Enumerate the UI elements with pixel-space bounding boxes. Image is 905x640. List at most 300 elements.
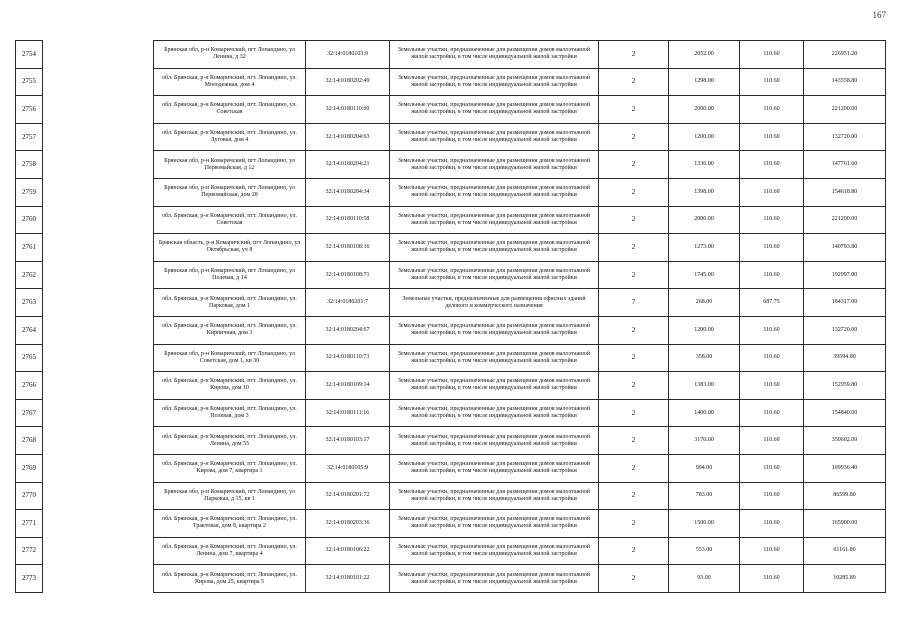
cadastral-number: 32:14:0180201:7 xyxy=(326,299,368,306)
cadastral-number: 32:14:0180111:16 xyxy=(325,409,370,416)
row-number: 2762 xyxy=(22,270,36,279)
table-body xyxy=(15,40,892,593)
group-code-cell xyxy=(598,371,669,400)
row-number: 2764 xyxy=(22,325,36,334)
row-number-cell xyxy=(15,288,43,317)
group-code: 2 xyxy=(631,160,636,169)
spacer-column xyxy=(43,399,153,428)
group-code: 2 xyxy=(631,325,636,334)
row-number: 2761 xyxy=(22,242,36,251)
group-code-cell xyxy=(598,482,669,511)
cadastral-value-cell xyxy=(803,288,886,317)
table-row xyxy=(15,150,892,179)
spacer-column xyxy=(43,316,153,345)
area-cell xyxy=(668,288,740,317)
row-number: 2768 xyxy=(22,436,36,445)
specific-rate-cell xyxy=(739,261,804,290)
table-row xyxy=(15,206,892,235)
land-use-text: Земельные участки, предназначенные для размещения домов малоэтажной жилой застройки, в том числе индивидуальной жилой застройки xyxy=(397,130,591,144)
specific-rate: 110.60 xyxy=(763,243,780,250)
table-row xyxy=(15,68,892,97)
table-row xyxy=(15,178,892,207)
cadastral-value: 350602.00 xyxy=(831,437,858,444)
cadastral-value: 132720.00 xyxy=(831,326,858,333)
area-cell xyxy=(668,344,740,373)
cadastral-value-cell xyxy=(803,206,886,235)
cadastral-value-cell xyxy=(803,454,886,483)
group-code: 7 xyxy=(631,298,636,307)
specific-rate-cell xyxy=(739,537,804,566)
cadastral-number: 32:14:0180108:71 xyxy=(325,271,370,278)
specific-rate: 110.60 xyxy=(763,216,780,223)
spacer-column xyxy=(43,123,153,152)
spacer-column xyxy=(43,40,153,69)
specific-rate: 110.60 xyxy=(763,354,780,361)
group-code-cell xyxy=(598,509,669,538)
group-code: 2 xyxy=(631,215,636,224)
cadastral-number-cell xyxy=(305,371,390,400)
cadastral-value-cell xyxy=(803,95,886,124)
cadastral-number-cell xyxy=(305,482,390,511)
specific-rate: 110.60 xyxy=(763,464,780,471)
area-cell xyxy=(668,261,740,290)
land-use-cell xyxy=(389,482,599,511)
area-value: 1500.00 xyxy=(694,519,714,526)
area-value: 268.00 xyxy=(695,299,713,306)
address-cell xyxy=(153,288,306,317)
group-code-cell xyxy=(598,68,669,97)
land-use-cell xyxy=(389,68,599,97)
land-use-text: Земельные участки, предназначенные для размещения домов малоэтажной жилой застройки, в том числе индивидуальной жилой застройки xyxy=(397,543,591,557)
cadastral-number-cell xyxy=(305,178,390,207)
cadastral-value: 39594.80 xyxy=(833,354,856,361)
address-text: обл. Брянская, р-н Комаричский, пгт. Лопандино, ул. Ленина, дом 7, квартира 4 xyxy=(162,543,297,557)
cadastral-number-cell xyxy=(305,509,390,538)
specific-rate: 110.60 xyxy=(763,409,780,416)
row-number-cell xyxy=(15,426,43,455)
area-value: 1398.00 xyxy=(694,188,714,195)
area-value: 2000.00 xyxy=(694,105,714,112)
cadastral-value-cell xyxy=(803,233,886,262)
group-code-cell xyxy=(598,123,669,152)
cadastral-number-cell xyxy=(305,150,390,179)
address-text: обл. Брянская, р-н Комаричский, пгт. Лопандино, ул. Советская xyxy=(162,102,297,116)
cadastral-number: 32:14:0180109:14 xyxy=(325,381,370,388)
cadastral-number: 32:14:0180204:21 xyxy=(325,161,370,168)
cadastral-value-cell xyxy=(803,509,886,538)
address-cell xyxy=(153,178,306,207)
group-code-cell xyxy=(598,261,669,290)
group-code-cell xyxy=(598,178,669,207)
row-number: 2759 xyxy=(22,187,36,196)
spacer-column xyxy=(43,178,153,207)
row-number-cell xyxy=(15,371,43,400)
address-text: обл. Брянская, р-н Комаричский, пгт. Лопандино, ул. Кирова, дом 7, квартира 1 xyxy=(162,461,297,475)
row-number: 2766 xyxy=(22,380,36,389)
cadastral-number: 32:14:0180202:49 xyxy=(325,78,370,85)
land-parcels-table xyxy=(15,40,892,593)
specific-rate-cell xyxy=(739,68,804,97)
table-row xyxy=(15,537,892,566)
address-cell xyxy=(153,426,306,455)
cadastral-value: 147761.60 xyxy=(831,161,858,168)
land-use-text: Земельные участки, предназначенные для размещения домов малоэтажной жилой застройки, в том числе индивидуальной жилой застройки xyxy=(397,461,591,475)
cadastral-number-cell xyxy=(305,454,390,483)
land-use-text: Земельные участки, предназначенные для размещения домов малоэтажной жилой застройки, в том числе индивидуальной жилой застройки xyxy=(397,157,591,171)
cadastral-number: 32:14:0180204:67 xyxy=(325,326,370,333)
address-text: обл. Брянская, р-н Комаричский, пгт. Лопандино, ул. Кирпичная, дом 3 xyxy=(162,323,297,337)
area-cell xyxy=(668,564,740,593)
area-cell xyxy=(668,206,740,235)
cadastral-value: 10285.80 xyxy=(833,575,856,582)
group-code: 2 xyxy=(631,104,636,113)
specific-rate-cell xyxy=(739,316,804,345)
address-text: Брянская обл, р-н Комаричский, пгт Лопандино, ул Первомайская, дом 28 xyxy=(164,185,295,199)
cadastral-number: 32:14:0180204:34 xyxy=(325,188,370,195)
land-use-cell xyxy=(389,537,599,566)
group-code-cell xyxy=(598,233,669,262)
address-text: обл. Брянская, р-н Комаричский, пгт. Лопандино, ул. Кирова, дом 10 xyxy=(162,378,297,392)
table-row xyxy=(15,509,892,538)
address-cell xyxy=(153,564,306,593)
specific-rate: 110.60 xyxy=(763,547,780,554)
cadastral-number-cell xyxy=(305,564,390,593)
area-value: 1273.00 xyxy=(694,243,714,250)
table-row xyxy=(15,95,892,124)
land-use-text: Земельные участки, предназначенные для размещения домов малоэтажной жилой застройки, в том числе индивидуальной жилой застройки xyxy=(397,74,591,88)
table-row xyxy=(15,426,892,455)
land-use-cell xyxy=(389,316,599,345)
group-code-cell xyxy=(598,150,669,179)
land-use-text: Земельные участки, предназначенные для размещения домов малоэтажной жилой застройки, в том числе индивидуальной жилой застройки xyxy=(397,350,591,364)
group-code: 2 xyxy=(631,546,636,555)
address-text: Брянская обл, р-н Комаричский, пгт Лопандино, ул Советская, дом 1, кв 30 xyxy=(164,350,295,364)
address-cell xyxy=(153,68,306,97)
cadastral-number: 32:14:0180106:22 xyxy=(325,547,370,554)
specific-rate: 110.60 xyxy=(763,381,780,388)
group-code: 2 xyxy=(631,132,636,141)
specific-rate-cell xyxy=(739,371,804,400)
address-text: Брянская обл, р-н Комаричский, пгт Лопандино, ул Первомайская, д 12 xyxy=(164,157,295,171)
area-value: 2052.00 xyxy=(694,50,714,57)
table-row xyxy=(15,123,892,152)
cadastral-value-cell xyxy=(803,344,886,373)
land-use-cell xyxy=(389,150,599,179)
land-use-cell xyxy=(389,564,599,593)
address-cell xyxy=(153,482,306,511)
land-use-cell xyxy=(389,40,599,69)
spacer-column xyxy=(43,482,153,511)
specific-rate: 110.60 xyxy=(763,271,780,278)
group-code: 2 xyxy=(631,408,636,417)
area-value: 1400.00 xyxy=(694,409,714,416)
area-cell xyxy=(668,482,740,511)
specific-rate-cell xyxy=(739,178,804,207)
row-number-cell xyxy=(15,68,43,97)
spacer-column xyxy=(43,454,153,483)
cadastral-number-cell xyxy=(305,206,390,235)
table-row xyxy=(15,233,892,262)
area-cell xyxy=(668,150,740,179)
cadastral-number: 32:14:0180204:63 xyxy=(325,133,370,140)
group-code: 2 xyxy=(631,574,636,583)
group-code: 2 xyxy=(631,463,636,472)
land-use-text: Земельные участки, предназначенные для размещения домов малоэтажной жилой застройки, в том числе индивидуальной жилой застройки xyxy=(397,323,591,337)
specific-rate-cell xyxy=(739,40,804,69)
row-number: 2773 xyxy=(22,574,36,583)
specific-rate: 110.60 xyxy=(763,437,780,444)
area-value: 2000.00 xyxy=(694,216,714,223)
land-use-text: Земельные участки, предназначенные для размещения домов малоэтажной жилой застройки, в том числе индивидуальной жилой застройки xyxy=(397,516,591,530)
address-cell xyxy=(153,150,306,179)
address-text: обл. Брянская, р-н Комаричский, пгт. Лопандино, ул. Трактовая, дом 8, квартира 2 xyxy=(162,516,297,530)
specific-rate-cell xyxy=(739,482,804,511)
specific-rate-cell xyxy=(739,426,804,455)
row-number-cell xyxy=(15,482,43,511)
spacer-column xyxy=(43,344,153,373)
land-use-text: Земельные участки, предназначенные для размещения домов малоэтажной жилой застройки, в том числе индивидуальной жилой застройки xyxy=(397,47,591,61)
row-number: 2769 xyxy=(22,463,36,472)
spacer-column xyxy=(43,509,153,538)
cadastral-value-cell xyxy=(803,371,886,400)
address-text: обл. Брянская, р-н Комаричский, пгт. Лопандино, ул. Ленина, дом 55 xyxy=(162,433,297,447)
group-code: 2 xyxy=(631,77,636,86)
cadastral-number: 32:14:0180110:60 xyxy=(325,105,370,112)
row-number-cell xyxy=(15,40,43,69)
address-cell xyxy=(153,206,306,235)
cadastral-number-cell xyxy=(305,288,390,317)
land-use-cell xyxy=(389,454,599,483)
specific-rate: 110.60 xyxy=(763,105,780,112)
spacer-column xyxy=(43,206,153,235)
area-value: 1336.00 xyxy=(694,161,714,168)
area-value: 1200.00 xyxy=(694,326,714,333)
cadastral-number-cell xyxy=(305,426,390,455)
specific-rate-cell xyxy=(739,123,804,152)
address-cell xyxy=(153,261,306,290)
row-number-cell xyxy=(15,344,43,373)
row-number: 2757 xyxy=(22,132,36,141)
row-number-cell xyxy=(15,178,43,207)
page-number: 167 xyxy=(872,10,886,20)
row-number: 2770 xyxy=(22,491,36,500)
row-number: 2767 xyxy=(22,408,36,417)
row-number-cell xyxy=(15,261,43,290)
land-use-cell xyxy=(389,371,599,400)
area-value: 3170.00 xyxy=(694,437,714,444)
specific-rate: 110.60 xyxy=(763,519,780,526)
cadastral-value: 165900.00 xyxy=(831,519,858,526)
table-row xyxy=(15,399,892,428)
land-use-text: Земельные участки, предназначенные для размещения домов малоэтажной жилой застройки, в том числе индивидуальной жилой застройки xyxy=(397,433,591,447)
cadastral-value: 86599.80 xyxy=(833,492,856,499)
specific-rate: 687.75 xyxy=(763,299,780,306)
specific-rate-cell xyxy=(739,344,804,373)
cadastral-number-cell xyxy=(305,68,390,97)
spacer-column xyxy=(43,371,153,400)
address-text: Брянская обл, р-н Комаричский, пгт Лопандино, ул Ленина, д 32 xyxy=(164,47,295,61)
cadastral-number: 32:14:0180103:17 xyxy=(325,437,370,444)
cadastral-value: 154840.00 xyxy=(831,409,858,416)
spacer-column xyxy=(43,261,153,290)
cadastral-number-cell xyxy=(305,40,390,69)
land-use-cell xyxy=(389,426,599,455)
cadastral-value-cell xyxy=(803,537,886,566)
cadastral-number-cell xyxy=(305,123,390,152)
cadastral-value-cell xyxy=(803,40,886,69)
table-row xyxy=(15,482,892,511)
land-use-text: Земельные участки, предназначенные для размещения домов малоэтажной жилой застройки, в том числе индивидуальной жилой застройки xyxy=(397,488,591,502)
row-number: 2758 xyxy=(22,160,36,169)
group-code-cell xyxy=(598,316,669,345)
cadastral-number: 32:14:0180110:73 xyxy=(325,354,370,361)
row-number-cell xyxy=(15,399,43,428)
specific-rate: 110.60 xyxy=(763,133,780,140)
cadastral-value: 140793.80 xyxy=(831,243,858,250)
row-number-cell xyxy=(15,206,43,235)
spacer-column xyxy=(43,150,153,179)
address-text: обл. Брянская, р-н Комаричский, пгт. Лопандино, ул. Советская xyxy=(162,212,297,226)
cadastral-value: 226951.20 xyxy=(831,50,858,57)
specific-rate-cell xyxy=(739,95,804,124)
cadastral-value-cell xyxy=(803,68,886,97)
area-cell xyxy=(668,68,740,97)
address-cell xyxy=(153,316,306,345)
cadastral-value: 221200.00 xyxy=(831,216,858,223)
row-number: 2760 xyxy=(22,215,36,224)
area-cell xyxy=(668,316,740,345)
land-use-cell xyxy=(389,178,599,207)
cadastral-number: 32:14:0180108:16 xyxy=(325,243,370,250)
land-use-text: Земельные участки, предназначенные для размещения домов малоэтажной жилой застройки, в том числе индивидуальной жилой застройки xyxy=(397,212,591,226)
row-number: 2756 xyxy=(22,104,36,113)
row-number-cell xyxy=(15,123,43,152)
row-number-cell xyxy=(15,150,43,179)
row-number-cell xyxy=(15,564,43,593)
land-use-text: Земельные участки, предназначенные для размещения домов малоэтажной жилой застройки, в том числе индивидуальной жилой застройки xyxy=(397,571,591,585)
group-code: 2 xyxy=(631,436,636,445)
address-cell xyxy=(153,509,306,538)
specific-rate-cell xyxy=(739,509,804,538)
group-code-cell xyxy=(598,564,669,593)
area-cell xyxy=(668,454,740,483)
address-cell xyxy=(153,95,306,124)
land-use-text: Земельные участки, предназначенные для размещения домов малоэтажной жилой застройки, в том числе индивидуальной жилой застройки xyxy=(397,406,591,420)
cadastral-number-cell xyxy=(305,344,390,373)
address-text: обл. Брянская, р-н Комаричский, пгт. Лопандино, ул. Луговая, дом 4 xyxy=(162,130,297,144)
specific-rate: 110.60 xyxy=(763,78,780,85)
group-code-cell xyxy=(598,344,669,373)
spacer-column xyxy=(43,564,153,593)
group-code-cell xyxy=(598,40,669,69)
specific-rate: 110.60 xyxy=(763,492,780,499)
land-use-cell xyxy=(389,399,599,428)
row-number-cell xyxy=(15,537,43,566)
cadastral-number-cell xyxy=(305,316,390,345)
address-text: обл. Брянская, р-н Комаричский, пгт. Лопандино, ул. Полевая, дом 3 xyxy=(162,406,297,420)
area-cell xyxy=(668,509,740,538)
row-number: 2763 xyxy=(22,298,36,307)
land-use-cell xyxy=(389,123,599,152)
land-use-text: Земельные участки, предназначенные для размещения домов малоэтажной жилой застройки, в том числе индивидуальной жилой застройки xyxy=(397,268,591,282)
specific-rate: 110.60 xyxy=(763,188,780,195)
group-code-cell xyxy=(598,537,669,566)
area-value: 1200.00 xyxy=(694,133,714,140)
group-code: 2 xyxy=(631,187,636,196)
cadastral-value-cell xyxy=(803,399,886,428)
table-row xyxy=(15,288,892,317)
area-cell xyxy=(668,95,740,124)
cadastral-value: 184317.00 xyxy=(831,299,858,306)
cadastral-value-cell xyxy=(803,426,886,455)
row-number-cell xyxy=(15,454,43,483)
cadastral-value: 154618.80 xyxy=(831,188,858,195)
address-text: обл. Брянская, р-н Комаричский, пгт. Лопандино, ул. Кирова, дом 25, квартира 5 xyxy=(162,571,297,585)
land-use-text: Земельные участки, предназначенные для размещения домов малоэтажной жилой застройки, в том числе индивидуальной жилой застройки xyxy=(397,378,591,392)
spacer-column xyxy=(43,426,153,455)
land-use-cell xyxy=(389,288,599,317)
spacer-column xyxy=(43,68,153,97)
table-row xyxy=(15,344,892,373)
group-code-cell xyxy=(598,288,669,317)
cadastral-value-cell xyxy=(803,123,886,152)
table-row xyxy=(15,261,892,290)
specific-rate: 110.60 xyxy=(763,50,780,57)
area-value: 93.00 xyxy=(697,575,711,582)
specific-rate-cell xyxy=(739,150,804,179)
spacer-column xyxy=(43,233,153,262)
cadastral-number-cell xyxy=(305,95,390,124)
cadastral-number: 32:14:0180103:9 xyxy=(326,50,368,57)
land-use-cell xyxy=(389,261,599,290)
cadastral-number-cell xyxy=(305,261,390,290)
address-text: обл. Брянская, р-н Комаричский, пгт. Лопандино, ул. Парковая, дом 1 xyxy=(162,295,297,309)
address-cell xyxy=(153,344,306,373)
cadastral-value: 192997.00 xyxy=(831,271,858,278)
table-row xyxy=(15,371,892,400)
land-use-cell xyxy=(389,509,599,538)
cadastral-value: 109936.40 xyxy=(831,464,858,471)
cadastral-value: 221200.00 xyxy=(831,105,858,112)
group-code: 2 xyxy=(631,49,636,58)
group-code: 2 xyxy=(631,242,636,251)
cadastral-value-cell xyxy=(803,150,886,179)
area-value: 1745.00 xyxy=(694,271,714,278)
cadastral-number: 32:14:0180105:9 xyxy=(326,464,368,471)
address-cell xyxy=(153,537,306,566)
address-cell xyxy=(153,454,306,483)
address-cell xyxy=(153,399,306,428)
table-row xyxy=(15,40,892,69)
land-use-text: Земельные участки, предназначенные для размещения домов малоэтажной жилой застройки, в том числе индивидуальной жилой застройки xyxy=(397,102,591,116)
area-value: 994.00 xyxy=(695,464,713,471)
row-number-cell xyxy=(15,509,43,538)
cadastral-value-cell xyxy=(803,261,886,290)
group-code: 2 xyxy=(631,518,636,527)
specific-rate: 110.60 xyxy=(763,575,780,582)
cadastral-value: 143558.80 xyxy=(831,78,858,85)
row-number: 2765 xyxy=(22,353,36,362)
cadastral-number: 32:14:0180201:72 xyxy=(325,492,370,499)
area-cell xyxy=(668,40,740,69)
area-value: 553.00 xyxy=(695,547,713,554)
land-use-cell xyxy=(389,206,599,235)
spacer-column xyxy=(43,288,153,317)
address-text: Брянская область, р-н Комаричский, пгт Лопандино, ул Октябрьская, уч 8 xyxy=(158,240,301,254)
row-number-cell xyxy=(15,316,43,345)
cadastral-value: 152959.80 xyxy=(831,381,858,388)
row-number: 2772 xyxy=(22,546,36,555)
